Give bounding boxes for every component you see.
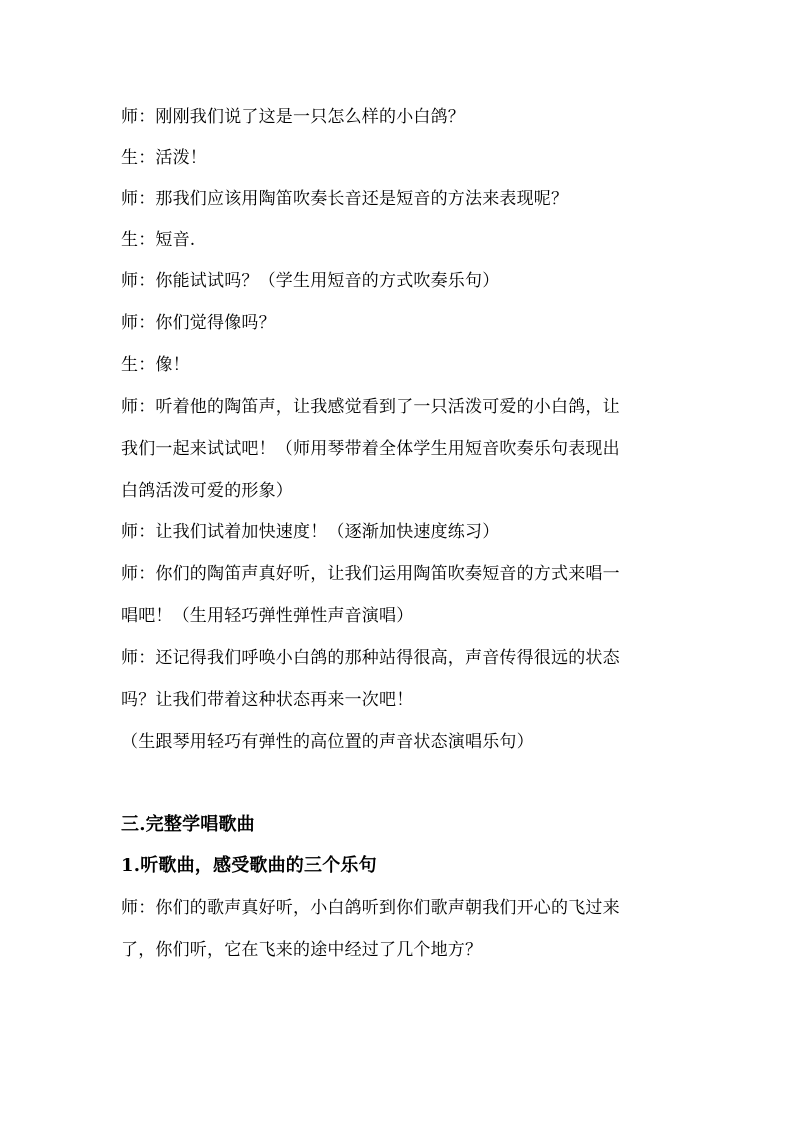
dialogue-line: 唱吧！（生用轻巧弹性弹性声音演唱） bbox=[121, 606, 414, 626]
dialogue-line: 师：听着他的陶笛声，让我感觉看到了一只活泼可爱的小白鸽，让 bbox=[121, 397, 620, 417]
dialogue-line: 师：还记得我们呼唤小白鸽的那种站得很高，声音传得很远的状态 bbox=[121, 648, 620, 668]
sub-heading: 1.听歌曲，感受歌曲的三个乐句 bbox=[121, 855, 377, 876]
dialogue-line: 白鸽活泼可爱的形象） bbox=[121, 481, 293, 501]
dialogue-line: 师：让我们试着加快速度！（逐渐加快速度练习） bbox=[121, 522, 500, 542]
section-heading: 三.完整学唱歌曲 bbox=[121, 814, 255, 835]
dialogue-line: 师：那我们应该用陶笛吹奏长音还是短音的方法来表现呢？ bbox=[121, 189, 569, 209]
dialogue-line: 师：你们的陶笛声真好听，让我们运用陶笛吹奏短音的方式来唱一 bbox=[121, 564, 620, 584]
dialogue-line: 了，你们听，它在飞来的途中经过了几个地方？ bbox=[121, 940, 483, 960]
dialogue-line: 生：像！ bbox=[121, 355, 190, 375]
dialogue-line: 生：短音. bbox=[121, 230, 196, 250]
dialogue-line: 师：你能试试吗？（学生用短音的方式吹奏乐句） bbox=[121, 271, 500, 291]
dialogue-line: 师：你们的歌声真好听，小白鸽听到你们歌声朝我们开心的飞过来 bbox=[121, 898, 620, 918]
dialogue-line: （生跟琴用轻巧有弹性的高位置的声音状态演唱乐句） bbox=[121, 732, 534, 752]
dialogue-line: 师：刚刚我们说了这是一只怎么样的小白鸽？ bbox=[121, 107, 465, 127]
dialogue-line: 生：活泼！ bbox=[121, 148, 207, 168]
dialogue-line: 我们一起来试试吧！（师用琴带着全体学生用短音吹奏乐句表现出 bbox=[121, 439, 620, 459]
dialogue-line: 吗？让我们带着这种状态再来一次吧！ bbox=[121, 690, 414, 710]
dialogue-line: 师：你们觉得像吗？ bbox=[121, 313, 276, 333]
